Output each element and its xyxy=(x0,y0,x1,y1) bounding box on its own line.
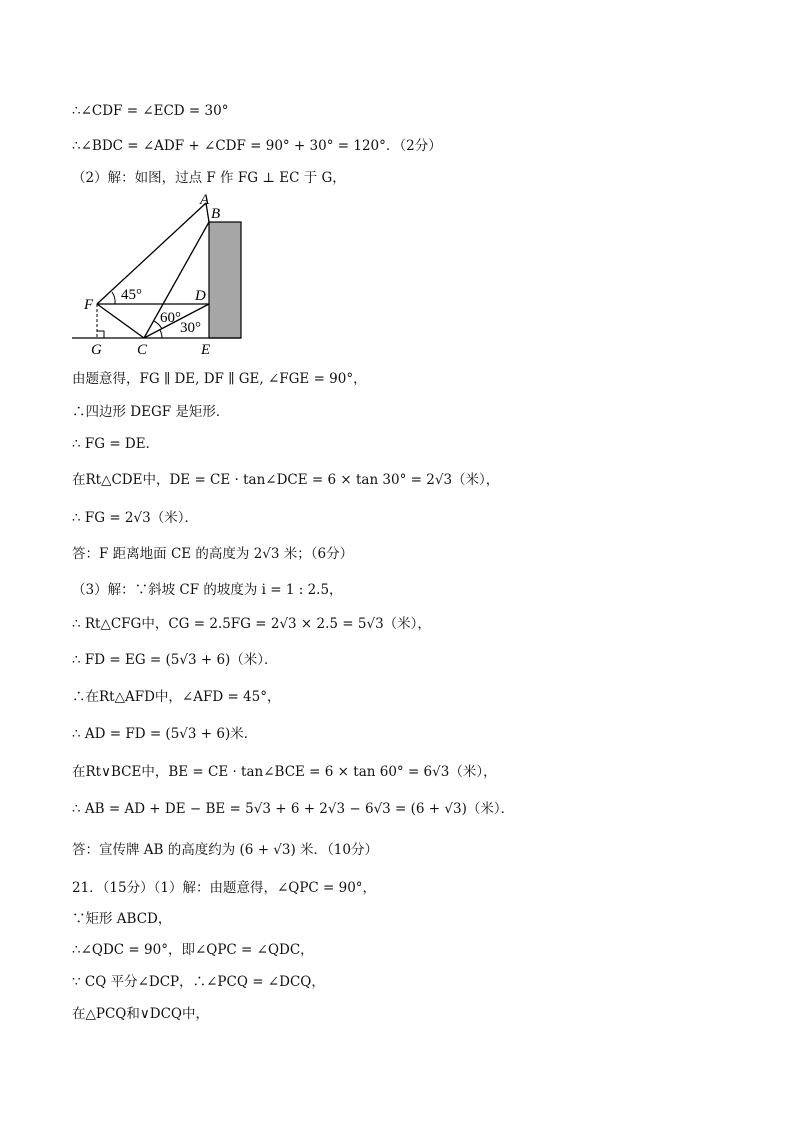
billboard-rect xyxy=(209,222,241,338)
label-d: D xyxy=(195,288,206,304)
angle-arc-30 xyxy=(160,330,162,338)
text-line: ∵ CQ 平分∠DCP，∴∠PCQ = ∠DCQ， xyxy=(72,974,325,990)
label-angle-45: 45° xyxy=(121,287,142,303)
label-a: A xyxy=(200,192,210,208)
angle-arc-45 xyxy=(112,292,115,304)
line-fa xyxy=(97,203,206,304)
text-line: ∴在Rt△AFD中，∠AFD = 45°， xyxy=(72,689,281,705)
text-line: 21．（15分）（1）解：由题意得，∠QPC = 90°， xyxy=(72,880,377,896)
text-line: 答：F 距离地面 CE 的高度为 2√3 米；（6分） xyxy=(72,546,354,562)
text-line: 在△PCQ和∨DCQ中， xyxy=(72,1006,209,1022)
label-e: E xyxy=(201,342,211,358)
text-line: 在Rt∨BCE中，BE = CE · tan∠BCE = 6 × tan 60° = 6√3（米）， xyxy=(72,764,497,780)
right-angle-mark xyxy=(97,331,104,338)
text-line: （3）解：∵斜坡 CF 的坡度为 i = 1 : 2.5， xyxy=(72,582,343,598)
text-line: ∴ AB = AD + DE − BE = 5√3 + 6 + 2√3 − 6√3 = (6 + √3)（米）． xyxy=(72,801,515,817)
text-line: （2）解：如图，过点 F 作 FG ⊥ EC 于 G， xyxy=(72,170,346,186)
text-line: ∴ FG = 2√3（米）． xyxy=(72,510,198,526)
geometry-diagram xyxy=(66,192,251,360)
text-line: ∴ FG = DE． xyxy=(72,436,160,452)
text-line: 由题意得，FG ∥ DE, DF ∥ GE, ∠FGE = 90°， xyxy=(72,371,367,387)
label-b: B xyxy=(211,206,221,222)
label-f: F xyxy=(84,297,94,313)
text-line: ∴∠BDC = ∠ADF + ∠CDF = 90° + 30° = 120°．（2分） xyxy=(72,138,442,154)
label-c: C xyxy=(137,342,148,358)
text-line: ∵矩形 ABCD， xyxy=(72,911,172,927)
label-g: G xyxy=(91,342,102,358)
text-line: ∴ Rt△CFG中，CG = 2.5FG = 2√3 × 2.5 = 5√3（米）， xyxy=(72,616,431,632)
label-angle-60: 60° xyxy=(160,310,181,326)
text-line: ∴∠CDF = ∠ECD = 30° xyxy=(72,103,229,119)
text-line: 在Rt△CDE中，DE = CE · tan∠DCE = 6 × tan 30° = 2√3（米）， xyxy=(72,472,500,488)
text-line: ∴四边形 DEGF 是矩形． xyxy=(72,404,230,420)
text-line: ∴ FD = EG = (5√3 + 6)（米）． xyxy=(72,652,278,668)
text-line: 答：宣传牌 AB 的高度约为 (6 + √3) 米．（10分） xyxy=(72,842,378,858)
text-line: ∴∠QDC = 90°，即∠QPC = ∠QDC， xyxy=(72,942,314,958)
label-angle-30: 30° xyxy=(180,320,201,336)
text-line: ∴ AD = FD = (5√3 + 6)米． xyxy=(72,726,258,742)
